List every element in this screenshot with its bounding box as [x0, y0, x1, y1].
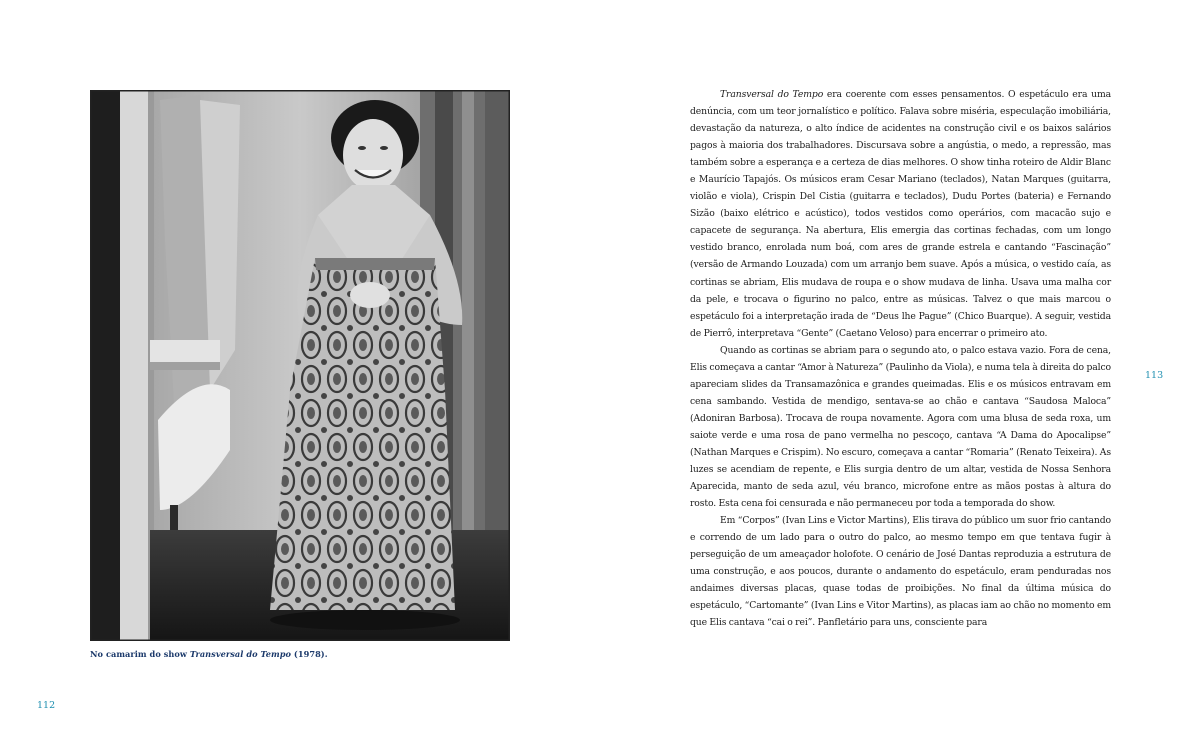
photo-caption — [90, 649, 510, 659]
paragraph-1 — [690, 86, 1111, 342]
paragraph-1-italic-title: Transversal do Tempo — [720, 89, 824, 100]
page-number-left: 112 — [37, 700, 56, 711]
paragraph-2 — [690, 342, 1111, 512]
body-text — [690, 86, 1111, 632]
paragraph-2-text: Quando as cortinas se abriam para o segundo ato, o palco estava vazio. Fora de cena, Elis começava a cantar “Amor à Natureza” (Paulinho da Viola), e numa tela à direita do palco apareciam slides da Transamazônica e grandes queimadas. Elis e os músicos entravam em cena sambando. Vestida de mendigo, sentava-se ao chão e cantava “Saudosa Maloca” (Adoniran Barbosa). Trocava de roupa novamente. Agora com uma blusa de seda roxa, um saiote verde e uma rosa de pano vermelha no pescoço, cantava “A Dama do Apocalipse” (Nathan Marques e Crispim). No escuro, começava a cantar “Romaria” (Renato Teixeira). As luzes se acendiam de repente, e Elis surgia dentro de um altar, vestida de Nossa Senhora Aparecida, manto de seda azul, véu branco, microfone entre as mãos postas à altura do rosto. Esta cena foi censurada e não permaneceu por toda a temporada do show. — [690, 344, 1111, 510]
paragraph-1-text: era coerente com esses pensamentos. O espetáculo era uma denúncia, com um teor jornalístico e político. Falava sobre miséria, especulação imobiliária, devastação da natureza, o alto índice de acidentes na construção civil e os baixos salários pagos à maioria dos trabalhadores. Discursava sobre a angústia, o medo, a repressão, mas também sobre a esperança e a certeza de dias melhores. O show tinha roteiro de Aldir Blanc e Maurício Tapajós. Os músicos eram Cesar Mariano (teclados), Natan Marques (guitarra, violão e viola), Crispin Del Cistia (guitarra e teclados), Dudu Portes (bateria) e Fernando Sizão (baixo elétrico e acústico), todos vestidos como operários, com macacão sujo e capacete de segurança. Na abertura, Elis emergia das cortinas fechadas, com um longo vestido branco, enrolada num boá, com ares de grande estrela e cantando “Fascinação” (versão de Armando Louzada) com um arranjo bem suave. Após a música, o vestido caía, as cortinas se abriam, Elis mudava de roupa e o show mudava de linha. Usava uma malha cor da pele, e trocava o figurino no palco, entre as músicas. Talvez o que mais marcou o espetáculo foi a interpretação irada de “Deus lhe Pague” (Chico Buarque). A seguir, vestida de Pierrô, interpretava “Gente” (Caetano Veloso) para encerrar o primeiro ato. — [690, 89, 1111, 339]
caption-suffix: (1978). — [291, 649, 328, 659]
caption-show-title: Transversal do Tempo — [189, 649, 291, 659]
right-page — [600, 0, 1200, 750]
dressing-room-photo — [90, 90, 510, 641]
paragraph-3 — [690, 512, 1111, 631]
paragraph-3-text: Em “Corpos” (Ivan Lins e Victor Martins), Elis tirava do público um suor frio cantando e correndo de um lado para o outro do palco, ao mesmo tempo em que tentava fugir à perseguição de um ameaçador holofote. O cenário de José Dantas reproduzia a estrutura de uma construção, e aos poucos, durante o andamento do espetáculo, eram penduradas nos andaimes diversas placas, quase todas de proibições. No final da última música do espetáculo, “Cartomante” (Ivan Lins e Vitor Martins), as placas iam ao chão no momento em que Elis cantava “cai o rei”. Panfletário para uns, consciente para — [690, 515, 1111, 629]
page-number-right: 113 — [1145, 370, 1164, 381]
caption-prefix: No camarim do show — [90, 649, 190, 659]
